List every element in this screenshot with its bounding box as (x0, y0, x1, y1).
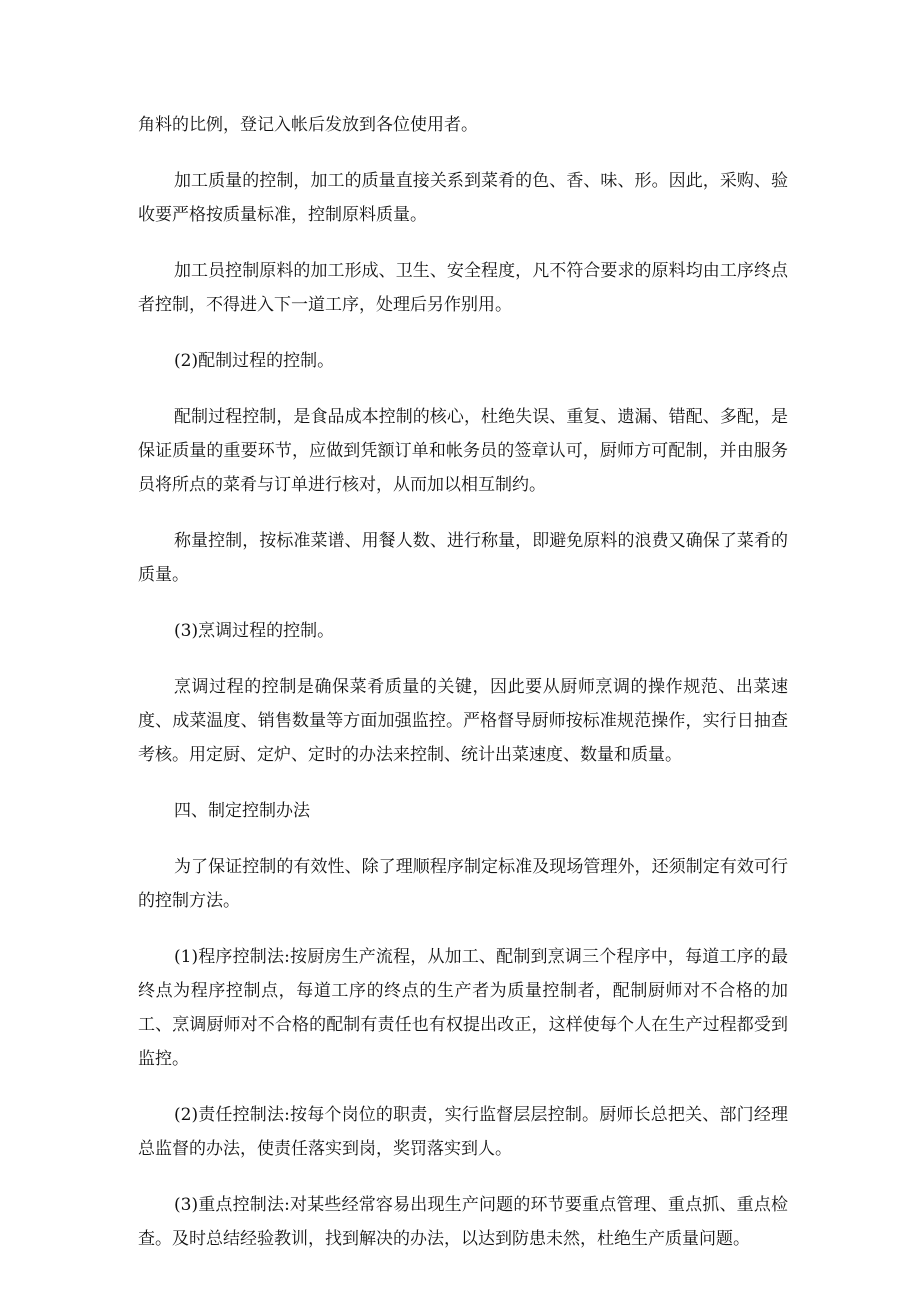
section-heading-2: (2)配制过程的控制。 (174, 351, 335, 371)
paragraph-2: 加工质量的控制，加工的质量直接关系到菜肴的色、香、味、形。因此，采购、验收要严格按质量标准，控制原料质量。 (138, 171, 788, 225)
paragraph-8: 烹调过程的控制是确保菜肴质量的关键，因此要从厨师烹调的操作规范、出菜速度、成菜温度、销售数量等方面加强监控。严格督导厨师按标准规范操作，实行日抽查考核。用定厨、定炉、定时的办法来控制、统计出菜速度、数量和质量。 (138, 677, 788, 765)
paragraph-11: (1)程序控制法:按厨房生产流程，从加工、配制到烹调三个程序中，每道工序的最终点为程序控制点，每道工序的终点的生产者为质量控制者，配制厨师对不合格的加工、烹调厨师对不合格的配制有责任也有权提出改正，这样使每个人在生产过程都受到监控。 (138, 947, 788, 1069)
paragraph-1: 角料的比例，登记入帐后发放到各位使用者。 (138, 115, 478, 135)
paragraph-10: 为了保证控制的有效性、除了理顺程序制定标准及现场管理外，还须制定有效可行的控制方法。 (138, 857, 788, 911)
paragraph-5: 配制过程控制，是食品成本控制的核心，杜绝失误、重复、遗漏、错配、多配，是保证质量的重要环节，应做到凭额订单和帐务员的签章认可，厨师方可配制，并由服务员将所点的菜肴与订单进行核对，从而加以相互制约。 (138, 407, 788, 495)
paragraph-12: (2)责任控制法:按每个岗位的职责，实行监督层层控制。厨师长总把关、部门经理总监督的办法，使责任落实到岗，奖罚落实到人。 (138, 1105, 788, 1159)
paragraph-6: 称量控制，按标准菜谱、用餐人数、进行称量，即避免原料的浪费又确保了菜肴的质量。 (138, 531, 788, 585)
chapter-heading-4: 四、制定控制办法 (174, 801, 310, 821)
document-page (138, 108, 788, 1278)
paragraph-13: (3)重点控制法:对某些经常容易出现生产问题的环节要重点管理、重点抓、重点检查。及时总结经验教训，找到解决的办法，以达到防患未然，杜绝生产质量问题。 (138, 1195, 788, 1249)
paragraph-3: 加工员控制原料的加工形成、卫生、安全程度，凡不符合要求的原料均由工序终点者控制，不得进入下一道工序，处理后另作别用。 (138, 261, 788, 315)
section-heading-3: (3)烹调过程的控制。 (174, 621, 335, 641)
